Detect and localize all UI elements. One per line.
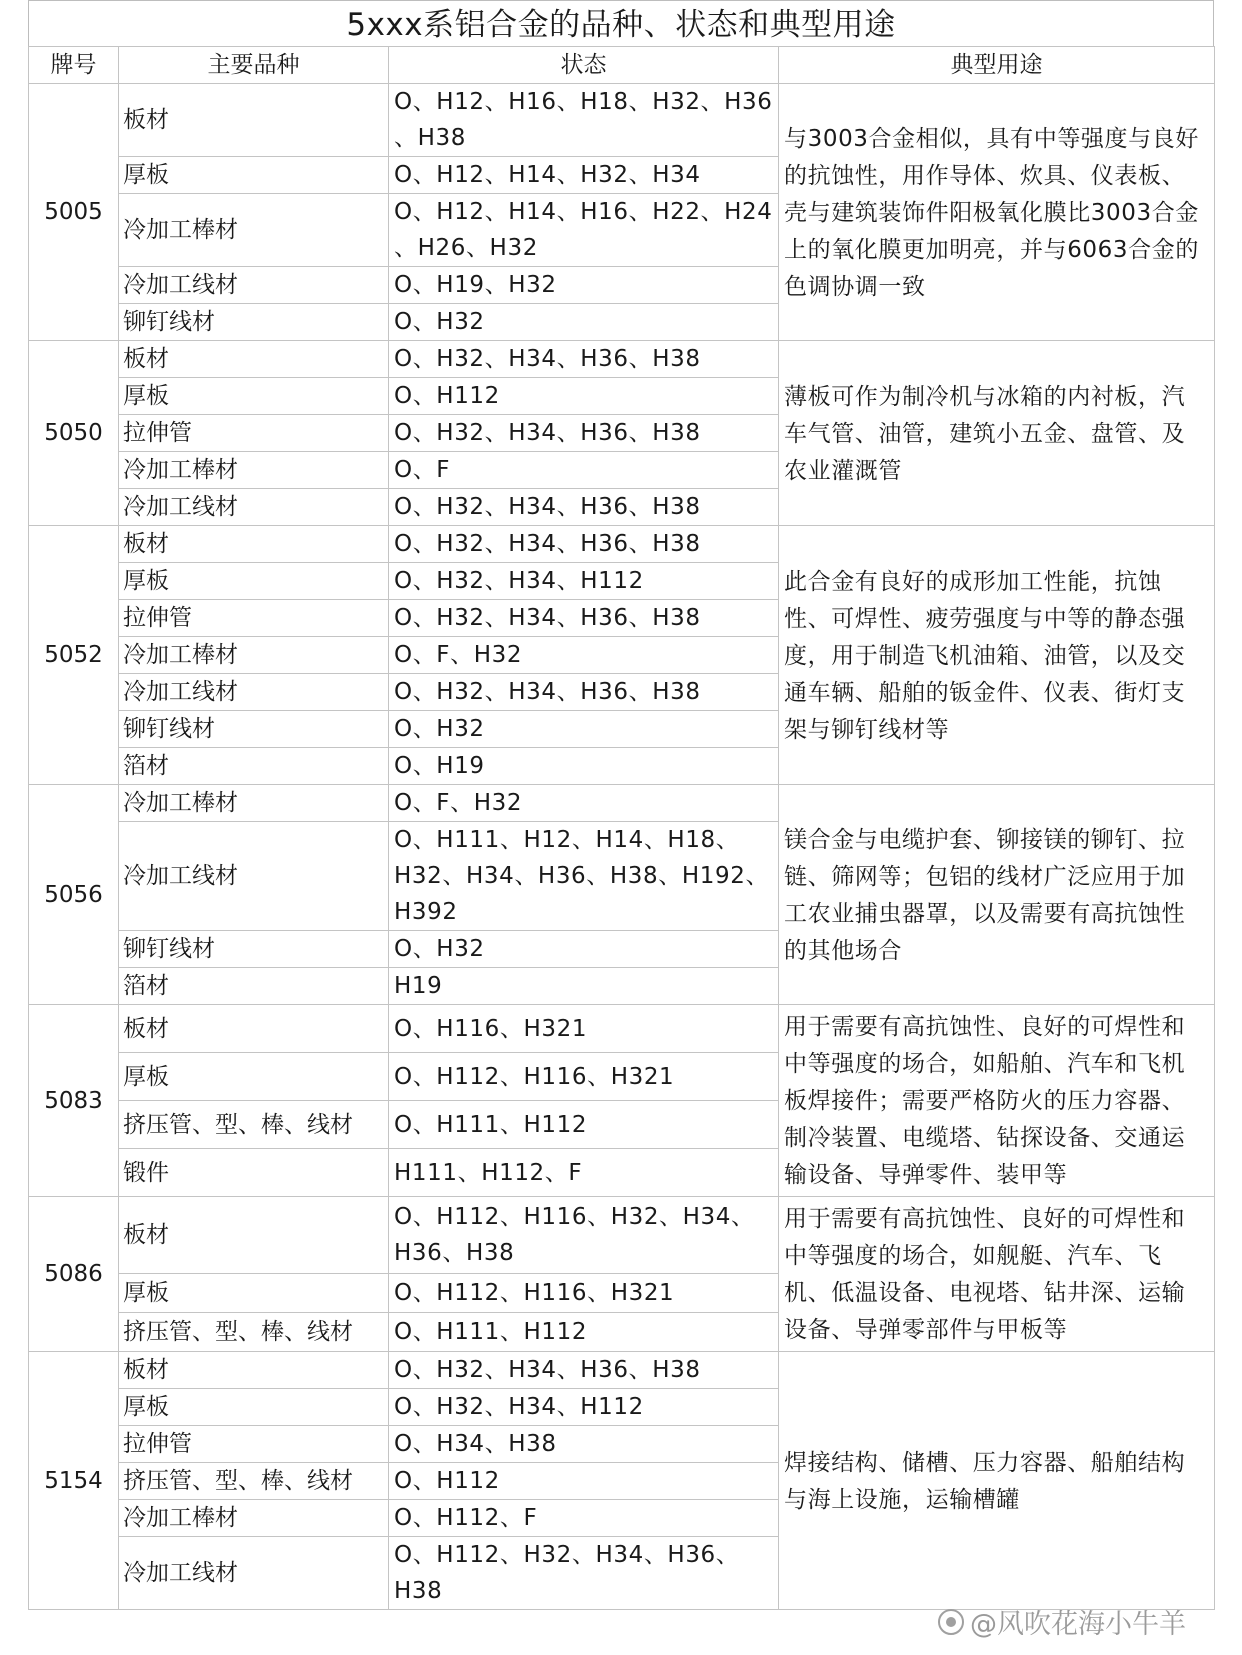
- state-line: O、H112、H116、H321: [394, 1279, 675, 1306]
- variety-cell: 冷加工棒材: [119, 785, 389, 822]
- state-cell: [389, 1197, 779, 1274]
- header-row: [29, 47, 1215, 84]
- variety-cell: 厚板: [119, 378, 389, 415]
- state-line: O、H32、H34、H112: [394, 1394, 644, 1420]
- state-line: O、H12、H14、H16、H22、H24: [394, 199, 773, 225]
- use-cell: 用于需要有高抗蚀性、良好的可焊性和中等强度的场合，如舰艇、汽车、飞机、低温设备、电视塔、钻井深、运输设备、导弹零部件与甲板等: [779, 1197, 1215, 1352]
- state-line: O、H111、H112: [394, 1111, 588, 1138]
- grade-cell: 5056: [29, 785, 119, 1005]
- state-line: O、H32、H34、H36、H38: [394, 494, 701, 520]
- state-line: O、H112、H116、H321: [394, 1063, 675, 1090]
- variety-cell: 箔材: [119, 748, 389, 785]
- state-cell: [389, 415, 779, 452]
- grade-cell: 5083: [29, 1005, 119, 1197]
- variety-cell: 冷加工线材: [119, 674, 389, 711]
- state-line: O、H112: [394, 383, 500, 409]
- state-cell: [389, 1463, 779, 1500]
- state-cell: [389, 526, 779, 563]
- variety-cell: 厚板: [119, 157, 389, 194]
- variety-cell: 厚板: [119, 1273, 389, 1312]
- table-row: [29, 1005, 1215, 1053]
- variety-cell: 冷加工线材: [119, 822, 389, 931]
- variety-cell: 冷加工棒材: [119, 194, 389, 267]
- header-grade: 牌号: [29, 47, 119, 84]
- variety-cell: 拉伸管: [119, 600, 389, 637]
- state-line: O、H32、H34、H112: [394, 568, 644, 594]
- table-row: [29, 84, 1215, 157]
- variety-cell: 冷加工线材: [119, 1537, 389, 1610]
- state-cell: [389, 452, 779, 489]
- watermark-text: @风吹花海小牛羊: [970, 1609, 1186, 1640]
- variety-cell: 厚板: [119, 563, 389, 600]
- state-line: O、H12、H14、H32、H34: [394, 162, 701, 188]
- grade-cell: 5086: [29, 1197, 119, 1352]
- state-line: O、H32、H34、H36、H38: [394, 1357, 701, 1383]
- state-cell: [389, 194, 779, 267]
- state-line: O、H32: [394, 716, 485, 742]
- state-cell: [389, 1149, 779, 1197]
- document-page: [28, 0, 1214, 1655]
- state-line: O、H32: [394, 309, 485, 335]
- table-title: 5xxx系铝合金的品种、状态和典型用途: [28, 0, 1214, 46]
- state-cell: [389, 1005, 779, 1053]
- variety-cell: 厚板: [119, 1389, 389, 1426]
- state-line: H111、H112、F: [394, 1159, 583, 1186]
- variety-cell: 板材: [119, 1005, 389, 1053]
- variety-cell: 铆钉线材: [119, 304, 389, 341]
- watermark-logo-icon: [938, 1609, 964, 1635]
- variety-cell: 板材: [119, 341, 389, 378]
- state-cell: [389, 1352, 779, 1389]
- table-row: [29, 526, 1215, 563]
- state-line: H19: [394, 973, 443, 999]
- table-body: [29, 84, 1215, 1610]
- use-cell: 与3003合金相似，具有中等强度与良好的抗蚀性，用作导体、炊具、仪表板、壳与建筑装饰件阳极氧化膜比3003合金上的氧化膜更加明亮，并与6063合金的色调协调一致: [779, 84, 1215, 341]
- state-line: 、H38: [394, 125, 466, 151]
- variety-cell: 冷加工线材: [119, 267, 389, 304]
- header-variety: 主要品种: [119, 47, 389, 84]
- variety-cell: 板材: [119, 526, 389, 563]
- state-line: H32、H34、H36、H38、H192、: [394, 863, 770, 889]
- state-line: O、H112、H116、H32、H34、: [394, 1203, 755, 1230]
- grade-cell: 5005: [29, 84, 119, 341]
- state-line: O、H116、H321: [394, 1015, 588, 1042]
- variety-cell: 板材: [119, 1197, 389, 1274]
- state-line: O、H34、H38: [394, 1431, 557, 1457]
- table-row: [29, 1352, 1215, 1389]
- state-cell: [389, 1500, 779, 1537]
- state-cell: [389, 157, 779, 194]
- state-line: H38: [394, 1578, 443, 1604]
- state-cell: [389, 1537, 779, 1610]
- state-line: O、F、H32: [394, 790, 523, 816]
- state-cell: [389, 748, 779, 785]
- variety-cell: 锻件: [119, 1149, 389, 1197]
- state-line: O、H32、H34、H36、H38: [394, 531, 701, 557]
- state-cell: [389, 563, 779, 600]
- table-row: [29, 341, 1215, 378]
- state-cell: [389, 822, 779, 931]
- state-cell: [389, 968, 779, 1005]
- grade-cell: 5154: [29, 1352, 119, 1610]
- state-line: O、H12、H16、H18、H32、H36: [394, 89, 773, 115]
- state-cell: [389, 1389, 779, 1426]
- state-line: O、H32、H34、H36、H38: [394, 605, 701, 631]
- variety-cell: 冷加工线材: [119, 489, 389, 526]
- use-cell: 焊接结构、储槽、压力容器、船舶结构与海上设施，运输槽罐: [779, 1352, 1215, 1610]
- state-cell: [389, 378, 779, 415]
- grade-cell: 5050: [29, 341, 119, 526]
- variety-cell: 冷加工棒材: [119, 452, 389, 489]
- state-cell: [389, 84, 779, 157]
- state-cell: [389, 711, 779, 748]
- watermark: [938, 1602, 1186, 1641]
- state-cell: [389, 600, 779, 637]
- state-cell: [389, 931, 779, 968]
- state-line: O、H112、F: [394, 1505, 538, 1531]
- variety-cell: 板材: [119, 84, 389, 157]
- state-cell: [389, 1053, 779, 1101]
- state-line: O、H32、H34、H36、H38: [394, 420, 701, 446]
- grade-cell: 5052: [29, 526, 119, 785]
- variety-cell: 厚板: [119, 1053, 389, 1101]
- state-cell: [389, 1426, 779, 1463]
- use-cell: 此合金有良好的成形加工性能，抗蚀性、可焊性、疲劳强度与中等的静态强度，用于制造飞机油箱、油管，以及交通车辆、船舶的钣金件、仪表、街灯支架与铆钉线材等: [779, 526, 1215, 785]
- variety-cell: 冷加工棒材: [119, 1500, 389, 1537]
- table-row: [29, 785, 1215, 822]
- variety-cell: 挤压管、型、棒、线材: [119, 1463, 389, 1500]
- state-cell: [389, 304, 779, 341]
- state-line: O、H32、H34、H36、H38: [394, 346, 701, 372]
- state-line: O、F、H32: [394, 642, 523, 668]
- state-line: O、H112: [394, 1468, 500, 1494]
- state-line: O、H32、H34、H36、H38: [394, 679, 701, 705]
- alloy-table: [28, 46, 1215, 1610]
- use-cell: 用于需要有高抗蚀性、良好的可焊性和中等强度的场合，如船舶、汽车和飞机板焊接件；需要严格防火的压力容器、制冷装置、电缆塔、钻探设备、交通运输设备、导弹零件、装甲等: [779, 1005, 1215, 1197]
- state-line: O、H112、H32、H34、H36、: [394, 1542, 740, 1568]
- state-cell: [389, 267, 779, 304]
- variety-cell: 拉伸管: [119, 415, 389, 452]
- state-line: O、H19、H32: [394, 272, 557, 298]
- variety-cell: 板材: [119, 1352, 389, 1389]
- variety-cell: 铆钉线材: [119, 931, 389, 968]
- state-line: O、H32: [394, 936, 485, 962]
- state-cell: [389, 637, 779, 674]
- state-line: H36、H38: [394, 1239, 515, 1266]
- header-use: 典型用途: [779, 47, 1215, 84]
- state-cell: [389, 1312, 779, 1351]
- state-cell: [389, 1273, 779, 1312]
- variety-cell: 挤压管、型、棒、线材: [119, 1101, 389, 1149]
- state-cell: [389, 674, 779, 711]
- state-cell: [389, 341, 779, 378]
- state-line: O、H19: [394, 753, 485, 779]
- state-cell: [389, 785, 779, 822]
- table-row: [29, 1197, 1215, 1274]
- use-cell: 薄板可作为制冷机与冰箱的内衬板，汽车气管、油管，建筑小五金、盘管、及农业灌溉管: [779, 341, 1215, 526]
- state-line: H392: [394, 899, 458, 925]
- state-line: O、H111、H12、H14、H18、: [394, 827, 740, 853]
- state-cell: [389, 489, 779, 526]
- header-state: 状态: [389, 47, 779, 84]
- variety-cell: 拉伸管: [119, 1426, 389, 1463]
- state-cell: [389, 1101, 779, 1149]
- variety-cell: 铆钉线材: [119, 711, 389, 748]
- use-cell: 镁合金与电缆护套、铆接镁的铆钉、拉链、筛网等；包铝的线材广泛应用于加工农业捕虫器罩，以及需要有高抗蚀性的其他场合: [779, 785, 1215, 1005]
- variety-cell: 挤压管、型、棒、线材: [119, 1312, 389, 1351]
- state-line: O、F: [394, 457, 451, 483]
- state-line: 、H26、H32: [394, 235, 538, 261]
- variety-cell: 箔材: [119, 968, 389, 1005]
- state-line: O、H111、H112: [394, 1318, 588, 1345]
- variety-cell: 冷加工棒材: [119, 637, 389, 674]
